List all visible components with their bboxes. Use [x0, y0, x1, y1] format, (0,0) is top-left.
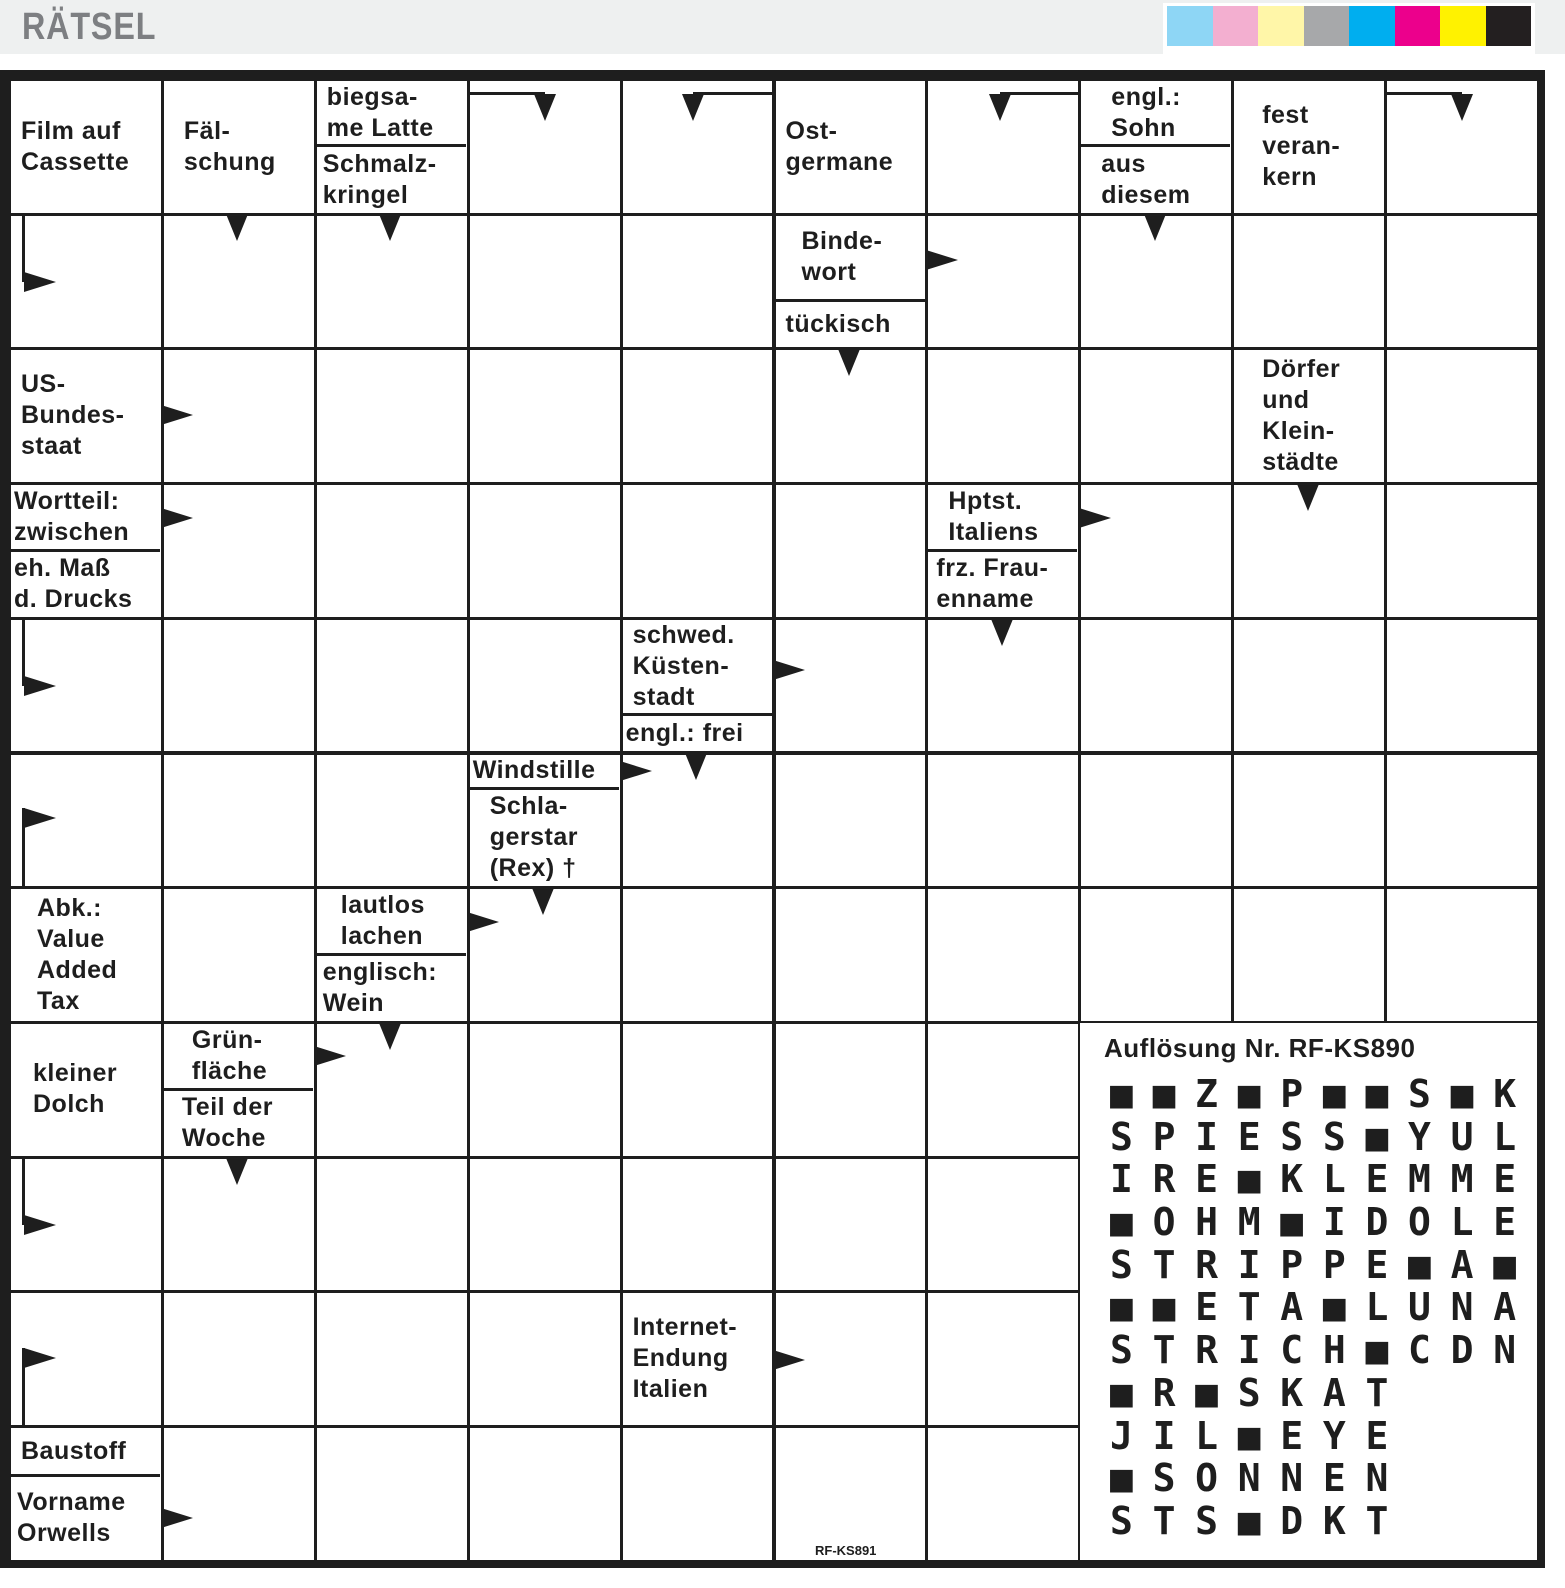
- answer-cell[interactable]: [470, 620, 620, 752]
- clue-cell-split: [470, 755, 619, 886]
- clue-text: Film auf Cassette: [21, 116, 130, 176]
- solution-row: IRE■KLEMME: [1110, 1157, 1536, 1202]
- clue-cell: [776, 81, 925, 212]
- solution-row: ■■ETA■LUNA: [1110, 1285, 1536, 1330]
- solution-row: STRIPPE■A■: [1110, 1242, 1536, 1287]
- clue-cell: [11, 81, 160, 212]
- clue-text: Grün- fläche: [164, 1024, 313, 1091]
- solution-row: STS■DKT: [1110, 1498, 1409, 1543]
- answer-cell[interactable]: [1387, 350, 1537, 482]
- answer-cell[interactable]: [164, 755, 314, 887]
- answer-cell[interactable]: [776, 755, 926, 887]
- answer-cell[interactable]: [623, 889, 773, 1021]
- clue-text: Binde- wort: [776, 216, 925, 302]
- solution-row: ■SONNEN: [1110, 1456, 1409, 1501]
- answer-cell[interactable]: [317, 350, 467, 482]
- clue-text: englisch: Wein: [322, 958, 438, 1018]
- answer-cell[interactable]: [1234, 889, 1384, 1021]
- answer-cell[interactable]: [1387, 216, 1537, 348]
- answer-cell[interactable]: [1387, 755, 1537, 887]
- answer-cell[interactable]: [470, 216, 620, 348]
- arrow-right-icon: [926, 250, 958, 270]
- answer-cell[interactable]: [470, 1428, 620, 1560]
- arrow-right-icon: [314, 1046, 346, 1066]
- clue-text: biegsa- me Latte: [317, 81, 466, 147]
- arrow-down-icon: [685, 753, 707, 780]
- clue-text: Teil der Woche: [181, 1092, 273, 1152]
- answer-cell[interactable]: [317, 485, 467, 617]
- color-swatch: [1258, 6, 1304, 46]
- solution-row: ■OHM■IDOLE: [1110, 1200, 1536, 1245]
- arrow-down-icon: [991, 619, 1013, 646]
- answer-cell[interactable]: [776, 620, 926, 752]
- answer-cell[interactable]: [164, 620, 314, 752]
- answer-cell[interactable]: [470, 1159, 620, 1291]
- answer-cell[interactable]: [623, 1159, 773, 1291]
- answer-cell[interactable]: [776, 1024, 926, 1156]
- solution-row: ■■Z■P■■S■K: [1110, 1072, 1536, 1116]
- answer-cell[interactable]: [928, 889, 1078, 1021]
- answer-cell[interactable]: [623, 350, 773, 482]
- answer-cell[interactable]: [623, 485, 773, 617]
- color-swatch: [1395, 6, 1441, 46]
- answer-cell[interactable]: [623, 216, 773, 348]
- clue-text: Windstille: [470, 755, 619, 790]
- arrow-right-icon: [1079, 508, 1111, 528]
- solution-title: Auflösung Nr. RF-KS890: [1104, 1033, 1416, 1063]
- clue-text: Ost- germane: [785, 116, 894, 176]
- answer-cell[interactable]: [1387, 620, 1537, 752]
- arrow-down-icon: [226, 214, 248, 241]
- answer-cell[interactable]: [1234, 620, 1384, 752]
- clue-text: Fäl- schung: [183, 116, 276, 176]
- clue-text: fest veran- kern: [1262, 101, 1341, 191]
- answer-cell[interactable]: [164, 1428, 314, 1560]
- color-swatch: [1213, 6, 1259, 46]
- color-swatch: [1304, 6, 1350, 46]
- answer-cell[interactable]: [317, 755, 467, 887]
- answer-cell[interactable]: [317, 1293, 467, 1425]
- clue-cell: [164, 81, 313, 212]
- clue-text: Dörfer und Klein- städte: [1262, 354, 1341, 476]
- answer-cell[interactable]: [1387, 889, 1537, 1021]
- clue-text: frz. Frau- enname: [936, 554, 1049, 614]
- arrow-down-icon: [534, 94, 556, 121]
- answer-cell[interactable]: [1081, 350, 1231, 482]
- puzzle-code: RF-KS891: [815, 1543, 877, 1558]
- answer-cell[interactable]: [928, 350, 1078, 482]
- arrow-right-icon: [773, 660, 805, 680]
- clue-cell: [1234, 350, 1383, 481]
- solution-row: ■R■SKAT: [1110, 1370, 1409, 1415]
- answer-cell[interactable]: [1081, 620, 1231, 752]
- answer-cell[interactable]: [1081, 755, 1231, 887]
- color-swatch: [1486, 6, 1532, 46]
- answer-cell[interactable]: [1387, 485, 1537, 617]
- answer-cell[interactable]: [776, 1159, 926, 1291]
- answer-cell[interactable]: [470, 1024, 620, 1156]
- arrow-down-icon: [379, 1023, 401, 1050]
- answer-cell[interactable]: [928, 1024, 1078, 1156]
- arrow-down-icon: [226, 1158, 248, 1185]
- color-swatch: [1440, 6, 1486, 46]
- arrow-right-icon: [24, 1348, 56, 1368]
- clue-text: eh. Maß d. Drucks: [14, 554, 133, 614]
- answer-cell[interactable]: [928, 755, 1078, 887]
- clue-text: kleiner Dolch: [33, 1059, 118, 1119]
- answer-cell[interactable]: [164, 1293, 314, 1425]
- clue-cell: [11, 350, 160, 481]
- solution-row: JIL■EYE: [1110, 1413, 1409, 1458]
- answer-cell[interactable]: [1234, 216, 1384, 348]
- clue-cell-split: [164, 1024, 313, 1155]
- arrow-down-icon: [1451, 94, 1473, 121]
- answer-cell[interactable]: [776, 889, 926, 1021]
- answer-cell[interactable]: [164, 889, 314, 1021]
- clue-text: Baustoff: [11, 1428, 160, 1477]
- answer-cell[interactable]: [470, 1293, 620, 1425]
- solution-grid: [1110, 1073, 1536, 1543]
- answer-cell[interactable]: [776, 485, 926, 617]
- arrow-right-icon: [24, 808, 56, 828]
- clue-text: lautlos lachen: [317, 889, 466, 956]
- page-header: [0, 0, 1565, 54]
- answer-cell[interactable]: [1081, 889, 1231, 1021]
- arrow-right-icon: [620, 761, 652, 781]
- arrow-down-icon: [682, 94, 704, 121]
- clue-cell: [11, 889, 160, 1020]
- arrow-down-icon: [379, 214, 401, 241]
- arrow-right-icon: [161, 508, 193, 528]
- clue-cell-split: [11, 485, 160, 616]
- clue-text: Wortteil: zwischen: [11, 485, 160, 552]
- page-title: RÄTSEL: [22, 6, 157, 48]
- color-swatch: [1349, 6, 1395, 46]
- arrow-down-icon: [838, 349, 860, 376]
- clue-text: Schla- gerstar (Rex) †: [489, 792, 578, 882]
- clue-cell-split: [776, 216, 925, 347]
- answer-cell[interactable]: [928, 1293, 1078, 1425]
- arrow-down-icon: [1144, 214, 1166, 241]
- answer-cell[interactable]: [1234, 755, 1384, 887]
- arrow-right-icon: [24, 272, 56, 292]
- answer-cell[interactable]: [623, 1024, 773, 1156]
- clue-cell: [1234, 81, 1383, 212]
- answer-cell[interactable]: [623, 1428, 773, 1560]
- answer-cell[interactable]: [776, 1428, 926, 1560]
- clue-cell-split: [928, 485, 1077, 616]
- clue-text: engl.: Sohn: [1081, 81, 1230, 147]
- clue-cell-split: [317, 81, 466, 212]
- clue-text: tückisch: [785, 309, 891, 338]
- arrow-bend-line: [467, 92, 545, 95]
- answer-cell[interactable]: [470, 350, 620, 482]
- answer-cell[interactable]: [1081, 485, 1231, 617]
- clue-cell-split: [1081, 81, 1230, 212]
- clue-text: Schmalz- kringel: [322, 149, 437, 209]
- clue-cell: [623, 1293, 772, 1424]
- arrow-bend-line: [1385, 92, 1462, 95]
- clue-text: Internet- Endung Italien: [632, 1313, 738, 1404]
- clue-text: Abk.: Value Added Tax: [37, 893, 118, 1015]
- clue-text: engl.: frei: [625, 718, 744, 747]
- solution-row: STRICH■CDN: [1110, 1328, 1536, 1373]
- clue-text: US- Bundes- staat: [21, 370, 125, 461]
- clue-cell-split: [317, 889, 466, 1020]
- arrow-right-icon: [161, 405, 193, 425]
- arrow-bend-line: [1000, 92, 1078, 95]
- answer-cell[interactable]: [317, 1159, 467, 1291]
- arrow-right-icon: [161, 1508, 193, 1528]
- answer-cell[interactable]: [928, 1428, 1078, 1560]
- answer-cell[interactable]: [317, 1428, 467, 1560]
- color-calibration-bar: [1163, 3, 1535, 55]
- arrow-down-icon: [532, 888, 554, 915]
- clue-text: Hptst. Italiens: [928, 485, 1077, 552]
- answer-cell[interactable]: [317, 620, 467, 752]
- clue-cell-split: [623, 620, 772, 751]
- arrow-right-icon: [24, 676, 56, 696]
- arrow-right-icon: [773, 1350, 805, 1370]
- answer-cell[interactable]: [928, 216, 1078, 348]
- arrow-bend-line: [693, 92, 772, 95]
- color-swatch: [1167, 6, 1213, 46]
- arrow-down-icon: [1297, 484, 1319, 511]
- clue-text: schwed. Küsten- stadt: [623, 620, 772, 716]
- clue-cell-split: [11, 1428, 160, 1559]
- arrow-right-icon: [467, 912, 499, 932]
- clue-cell: [11, 1024, 160, 1155]
- clue-text: Vorname Orwells: [17, 1488, 126, 1547]
- solution-row: SPIESS■YUL: [1110, 1114, 1536, 1159]
- answer-cell[interactable]: [470, 485, 620, 617]
- arrow-right-icon: [24, 1215, 56, 1235]
- clue-text: aus diesem: [1101, 149, 1191, 209]
- answer-cell[interactable]: [928, 1159, 1078, 1291]
- solution-box: [1080, 1023, 1537, 1560]
- answer-cell[interactable]: [164, 485, 314, 617]
- arrow-down-icon: [989, 94, 1011, 121]
